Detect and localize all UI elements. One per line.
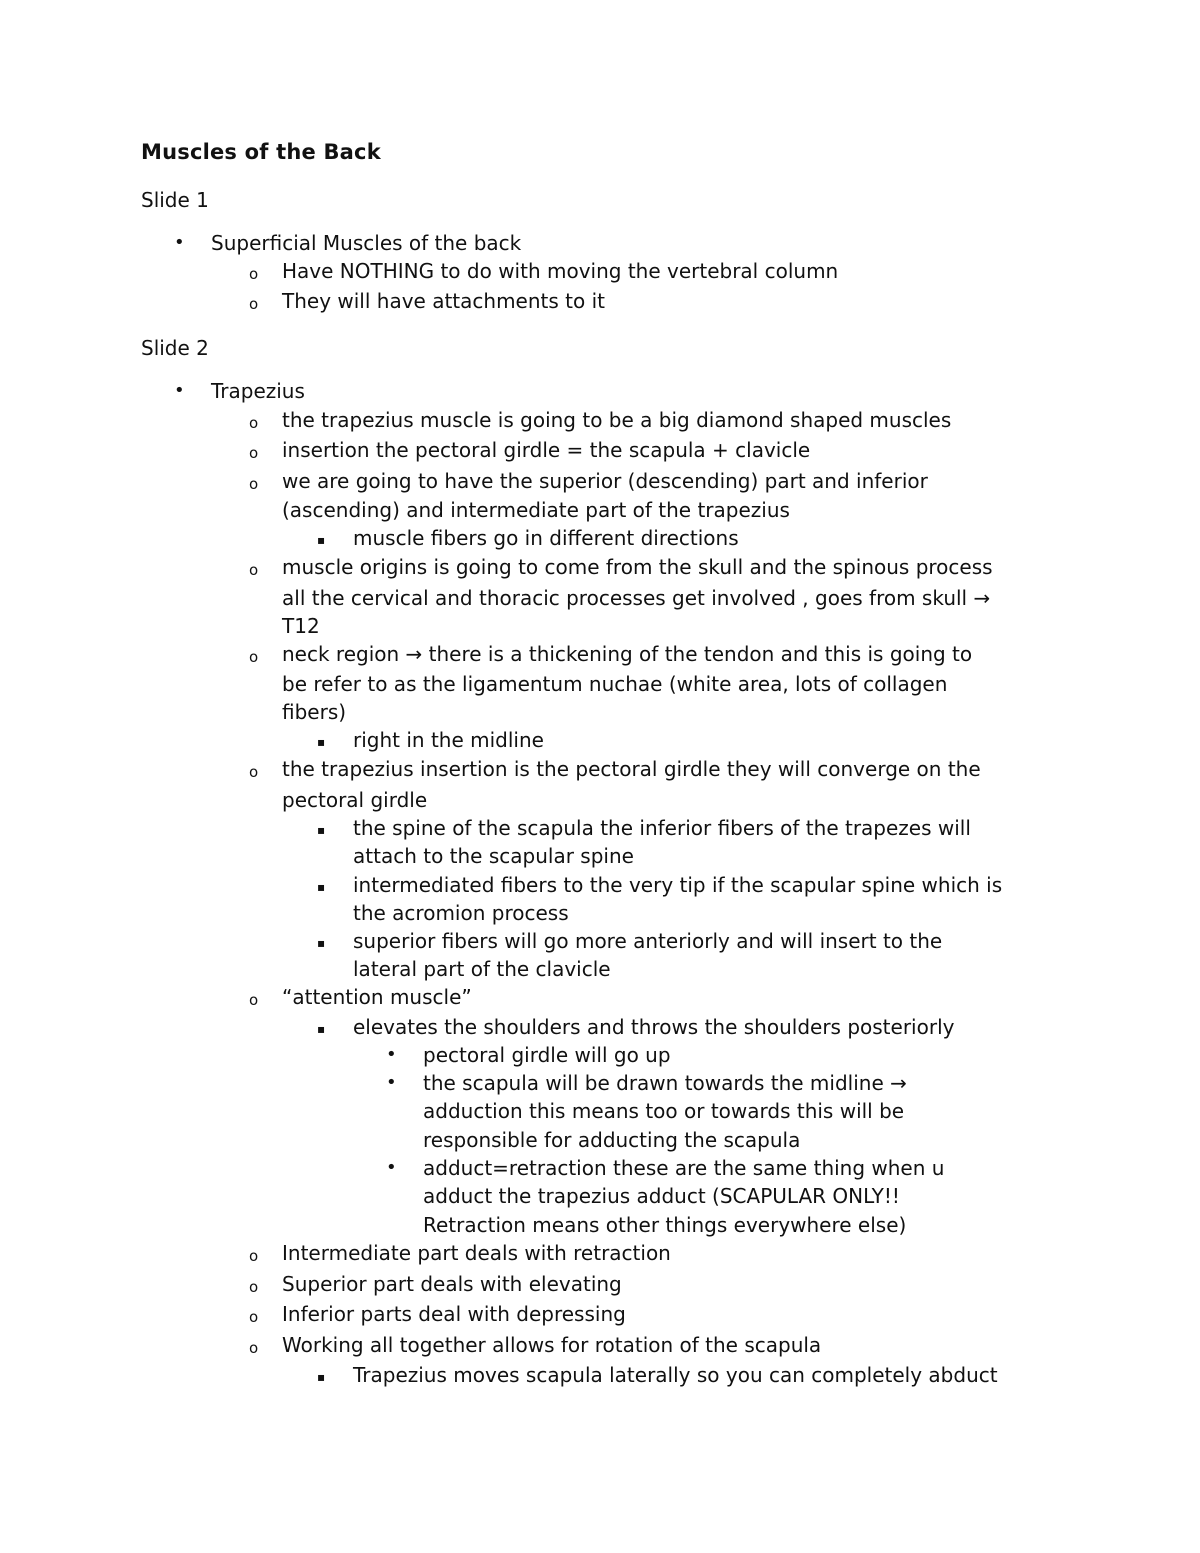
bullet-disc-icon: • [386,1044,397,1065]
list-item: the trapezius insertion is the pectoral girdle they will converge on the [282,757,981,781]
list-item: Working all together allows for rotation of the scapula [282,1333,822,1357]
list-item: we are going to have the superior (descending) part and inferior [282,469,928,493]
bullet-circle-icon: o [249,1247,259,1265]
bullet-circle-icon: o [249,295,259,313]
bullet-circle-icon: o [249,561,259,579]
bullet-circle-icon: o [249,265,259,283]
list-item: They will have attachments to it [282,289,605,313]
bullet-circle-icon: o [249,1339,259,1357]
list-item: muscle fibers go in different directions [353,526,739,550]
list-item: neck region → there is a thickening of the tendon and this is going to [282,642,973,666]
bullet-circle-icon: o [249,763,259,781]
bullet-circle-icon: o [249,991,259,1009]
list-item-continuation: attach to the scapular spine [353,844,634,868]
list-item-continuation: the acromion process [353,901,569,925]
list-item: “attention muscle” [282,985,472,1009]
list-item-continuation: adduct the trapezius adduct (SCAPULAR ONLY!! [423,1184,900,1208]
bullet-circle-icon: o [249,1308,259,1326]
list-item: intermediated fibers to the very tip if the scapular spine which is [353,873,1003,897]
bullet-square-icon: ▪ [317,533,326,547]
bullet-circle-icon: o [249,1278,259,1296]
bullet-circle-icon: o [249,648,259,666]
list-item: Have NOTHING to do with moving the vertebral column [282,259,839,283]
bullet-square-icon: ▪ [317,936,326,950]
bullet-disc-icon: • [174,232,185,253]
list-item: Superficial Muscles of the back [211,231,522,255]
list-item: adduct=retraction these are the same thing when u [423,1156,945,1180]
list-item: Inferior parts deal with depressing [282,1302,626,1326]
slide-heading: Slide 1 [141,188,209,212]
list-item-continuation: fibers) [282,700,347,724]
list-item-continuation: pectoral girdle [282,788,428,812]
document-title: Muscles of the Back [141,140,381,164]
list-item: Trapezius moves scapula laterally so you can completely abduct [353,1363,998,1387]
slide-heading: Slide 2 [141,336,209,360]
list-item: the spine of the scapula the inferior fibers of the trapezes will [353,816,971,840]
bullet-square-icon: ▪ [317,1370,326,1384]
bullet-disc-icon: • [386,1072,397,1093]
list-item: Superior part deals with elevating [282,1272,622,1296]
list-item-continuation: be refer to as the ligamentum nuchae (white area, lots of collagen [282,672,948,696]
list-item: insertion the pectoral girdle = the scapula + clavicle [282,438,811,462]
list-item-continuation: adduction this means too or towards this will be [423,1099,905,1123]
bullet-square-icon: ▪ [317,880,326,894]
bullet-disc-icon: • [386,1157,397,1178]
bullet-disc-icon: • [174,380,185,401]
list-item-continuation: Retraction means other things everywhere else) [423,1213,907,1237]
list-item: the trapezius muscle is going to be a big diamond shaped muscles [282,408,952,432]
list-item: elevates the shoulders and throws the shoulders posteriorly [353,1015,955,1039]
list-item: superior fibers will go more anteriorly and will insert to the [353,929,943,953]
bullet-square-icon: ▪ [317,1022,326,1036]
list-item-continuation: lateral part of the clavicle [353,957,611,981]
bullet-square-icon: ▪ [317,823,326,837]
list-item-continuation: all the cervical and thoracic processes get involved , goes from skull → [282,586,991,610]
bullet-circle-icon: o [249,475,259,493]
list-item: right in the midline [353,728,544,752]
bullet-circle-icon: o [249,444,259,462]
list-item: Trapezius [211,379,305,403]
list-item: muscle origins is going to come from the skull and the spinous process [282,555,993,579]
bullet-square-icon: ▪ [317,735,326,749]
list-item: the scapula will be drawn towards the midline → [423,1071,907,1095]
list-item-continuation: (ascending) and intermediate part of the trapezius [282,498,790,522]
list-item: Intermediate part deals with retraction [282,1241,671,1265]
list-item-continuation: responsible for adducting the scapula [423,1128,801,1152]
bullet-circle-icon: o [249,414,259,432]
list-item: pectoral girdle will go up [423,1043,671,1067]
list-item-continuation: T12 [282,614,320,638]
